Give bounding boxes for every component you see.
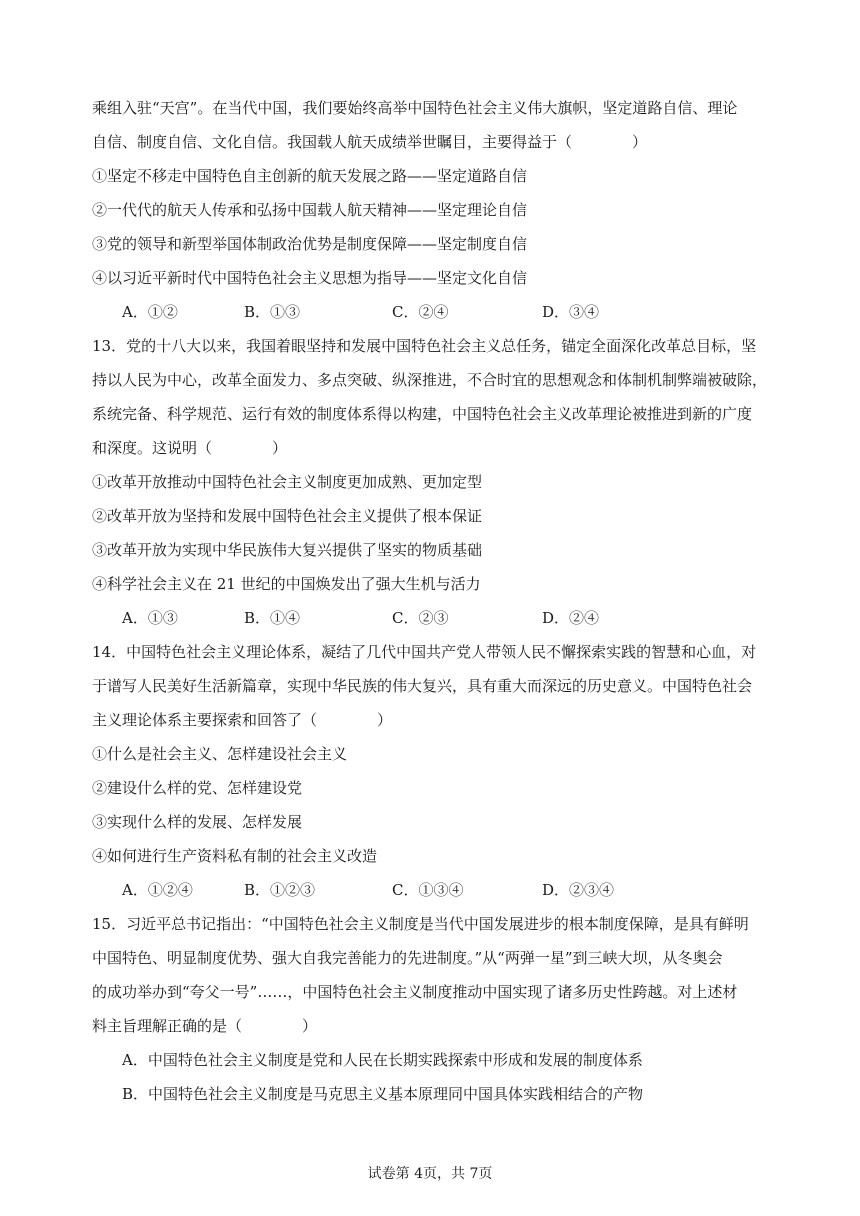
page-footer: 试卷第 4页，共 7页 bbox=[367, 1166, 493, 1182]
choice-b: B．①③ bbox=[244, 303, 301, 321]
question-13: 13．党的十八大以来，我国着眼坚持和发展中国特色社会主义总任务，锚定全面深化改革总目标，坚 bbox=[92, 337, 757, 355]
option-statement: ③实现什么样的发展、怎样发展 bbox=[92, 813, 303, 831]
option-statement: ④以习近平新时代中国特色社会主义思想为指导——坚定文化自信 bbox=[92, 269, 528, 287]
choice-a: A．①③ bbox=[122, 609, 178, 627]
choice-d: D．②③④ bbox=[542, 881, 615, 899]
option-statement: ③改革开放为实现中华民族伟大复兴提供了坚实的物质基础 bbox=[92, 541, 483, 559]
choice-d: D．②④ bbox=[542, 609, 600, 627]
text-line: 乘组入驻“天宫”。在当代中国，我们要始终高举中国特色社会主义伟大旗帜，坚定道路自信、理论 bbox=[92, 99, 738, 117]
option-statement: ①什么是社会主义、怎样建设社会主义 bbox=[92, 745, 348, 763]
answer-choices bbox=[122, 878, 762, 902]
answer-option-b: B．中国特色社会主义制度是马克思主义基本原理同中国具体实践相结合的产物 bbox=[122, 1085, 644, 1103]
choice-b: B．①④ bbox=[244, 609, 301, 627]
option-statement: ①改革开放推动中国特色社会主义制度更加成熟、更加定型 bbox=[92, 473, 483, 491]
option-statement: ③党的领导和新型举国体制政治优势是制度保障——坚定制度自信 bbox=[92, 235, 528, 253]
choice-a: A．①② bbox=[122, 303, 178, 321]
question-14: 14．中国特色社会主义理论体系，凝结了几代中国共产党人带领人民不懈探索实践的智慧和心血，对 bbox=[92, 643, 757, 661]
option-statement: ②一代代的航天人传承和弘扬中国载人航天精神——坚定理论自信 bbox=[92, 201, 528, 219]
text-line: 持以人民为中心，改革全面发力、多点突破、纵深推进，不合时宜的思想观念和体制机制弊端被破除， bbox=[92, 371, 768, 389]
text-line: 的成功举办到“夸父一号”……，中国特色社会主义制度推动中国实现了诸多历史性跨越。对上述材 bbox=[92, 983, 738, 1001]
text-line: 于谱写人民美好生活新篇章，实现中华民族的伟大复兴，具有重大而深远的历史意义。中国特色社会 bbox=[92, 677, 753, 695]
choice-c: C．②③ bbox=[392, 609, 449, 627]
choice-b: B．①②③ bbox=[244, 881, 316, 899]
choice-d: D．③④ bbox=[542, 303, 600, 321]
text-line: 主义理论体系主要探索和回答了（ ） bbox=[92, 711, 393, 729]
text-line: 和深度。这说明（ ） bbox=[92, 439, 288, 457]
text-line: 中国特色、明显制度优势、强大自我完善能力的先进制度。”从“两弹一星”到三峡大坝，从冬奥会 bbox=[92, 949, 723, 967]
answer-option-a: A．中国特色社会主义制度是党和人民在长期实践探索中形成和发展的制度体系 bbox=[122, 1051, 643, 1069]
text-line: 料主旨理解正确的是（ ） bbox=[92, 1017, 318, 1035]
question-15: 15．习近平总书记指出：“中国特色社会主义制度是当代中国发展进步的根本制度保障，是具有鲜明 bbox=[92, 915, 749, 933]
text-line: 自信、制度自信、文化自信。我国载人航天成绩举世瞩目，主要得益于（ ） bbox=[92, 133, 648, 151]
choice-c: C．①③④ bbox=[392, 881, 464, 899]
answer-choices bbox=[122, 300, 762, 324]
option-statement: ②建设什么样的党、怎样建设党 bbox=[92, 779, 303, 797]
choice-a: A．①②④ bbox=[122, 881, 193, 899]
option-statement: ④如何进行生产资料私有制的社会主义改造 bbox=[92, 847, 378, 865]
option-statement: ④科学社会主义在 21 世纪的中国焕发出了强大生机与活力 bbox=[92, 575, 481, 593]
option-statement: ②改革开放为坚持和发展中国特色社会主义提供了根本保证 bbox=[92, 507, 483, 525]
answer-choices bbox=[122, 606, 762, 630]
text-line: 系统完备、科学规范、运行有效的制度体系得以构建，中国特色社会主义改革理论被推进到新的广度 bbox=[92, 405, 753, 423]
option-statement: ①坚定不移走中国特色自主创新的航天发展之路——坚定道路自信 bbox=[92, 167, 528, 185]
choice-c: C．②④ bbox=[392, 303, 449, 321]
